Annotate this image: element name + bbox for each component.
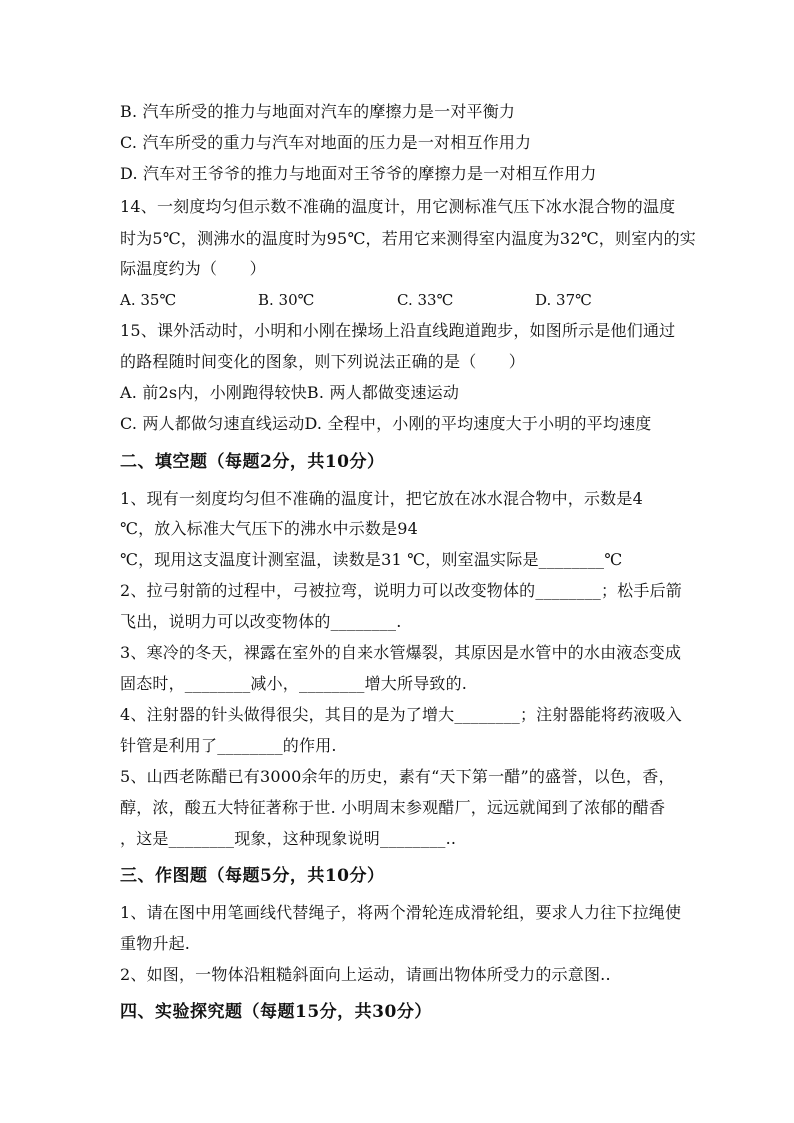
- section-heading-experiment: 四、实验探究题（每题15分，共30分）: [120, 1002, 432, 1022]
- question-14-line-2: 时为5℃，测沸水的温度时为95℃，若用它来测得室内温度为32℃，则室内的实: [120, 229, 696, 248]
- fill-q3-line-2: 固态时，________减小，________增大所导致的.: [120, 674, 468, 693]
- question-15-line-2: 的路程随时间变化的图象，则下列说法正确的是（ ）: [120, 352, 526, 371]
- fill-q2-line-1: 2、拉弓射箭的过程中，弓被拉弯，说明力可以改变物体的________；松手后箭: [120, 581, 682, 600]
- section-heading-fill-blank: 二、填空题（每题2分，共10分）: [120, 452, 385, 472]
- question-14-line-1: 14、一刻度均匀但示数不准确的温度计，用它测标准气压下冰水混合物的温度: [120, 197, 676, 216]
- q14-option-c: C. 33℃: [397, 291, 454, 309]
- fill-q4-line-1: 4、注射器的针头做得很尖，其目的是为了增大________；注射器能将药液吸入: [120, 705, 682, 724]
- q14-option-a: A. 35℃: [120, 291, 177, 309]
- fill-q5-line-1: 5、山西老陈醋已有3000余年的历史，素有“天下第一醋”的盛誉，以色，香，: [120, 767, 675, 786]
- fill-q1-line-1: 1、现有一刻度均匀但不准确的温度计，把它放在冰水混合物中，示数是4: [120, 489, 643, 508]
- fill-q1-line-2: ℃，放入标准大气压下的沸水中示数是94: [120, 519, 419, 538]
- question-15-options-ab: A. 前2s内，小刚跑得较快B. 两人都做变速运动: [120, 383, 460, 402]
- fill-q5-line-2: 醇，浓，酸五大特征著称于世. 小明周末参观醋厂，远远就闻到了浓郁的醋香: [120, 798, 666, 817]
- option-d-text: D. 汽车对王爷爷的推力与地面对王爷爷的摩擦力是一对相互作用力: [120, 164, 597, 183]
- fill-q3-line-1: 3、寒冷的冬天，裸露在室外的自来水管爆裂，其原因是水管中的水由液态变成: [120, 643, 682, 662]
- question-15-options-cd: C. 两人都做匀速直线运动D. 全程中，小刚的平均速度大于小明的平均速度: [120, 414, 652, 433]
- draw-q2-line-1: 2、如图，一物体沿粗糙斜面向上运动，请画出物体所受力的示意图..: [120, 965, 611, 984]
- fill-q4-line-2: 针管是利用了________的作用.: [120, 736, 337, 755]
- draw-q1-line-1: 1、请在图中用笔画线代替绳子，将两个滑轮连成滑轮组，要求人力往下拉绳使: [120, 903, 682, 922]
- q14-option-d: D. 37℃: [535, 291, 592, 309]
- question-15-line-1: 15、课外活动时，小明和小刚在操场上沿直线跑道跑步，如图所示是他们通过: [120, 321, 676, 340]
- option-b-text: B. 汽车所受的推力与地面对汽车的摩擦力是一对平衡力: [120, 102, 516, 121]
- section-heading-drawing: 三、作图题（每题5分，共10分）: [120, 866, 385, 886]
- fill-q5-line-3: ，这是________现象，这种现象说明________..: [120, 829, 457, 848]
- q14-option-b: B. 30℃: [258, 291, 315, 309]
- question-14-line-3: 际温度约为（ ）: [120, 259, 266, 278]
- fill-q2-line-2: 飞出，说明力可以改变物体的________.: [120, 612, 402, 631]
- fill-q1-line-3: ℃，现用这支温度计测室温，读数是31 ℃，则室温实际是________℃: [120, 550, 623, 569]
- option-c-text: C. 汽车所受的重力与汽车对地面的压力是一对相互作用力: [120, 133, 532, 152]
- draw-q1-line-2: 重物升起.: [120, 934, 191, 953]
